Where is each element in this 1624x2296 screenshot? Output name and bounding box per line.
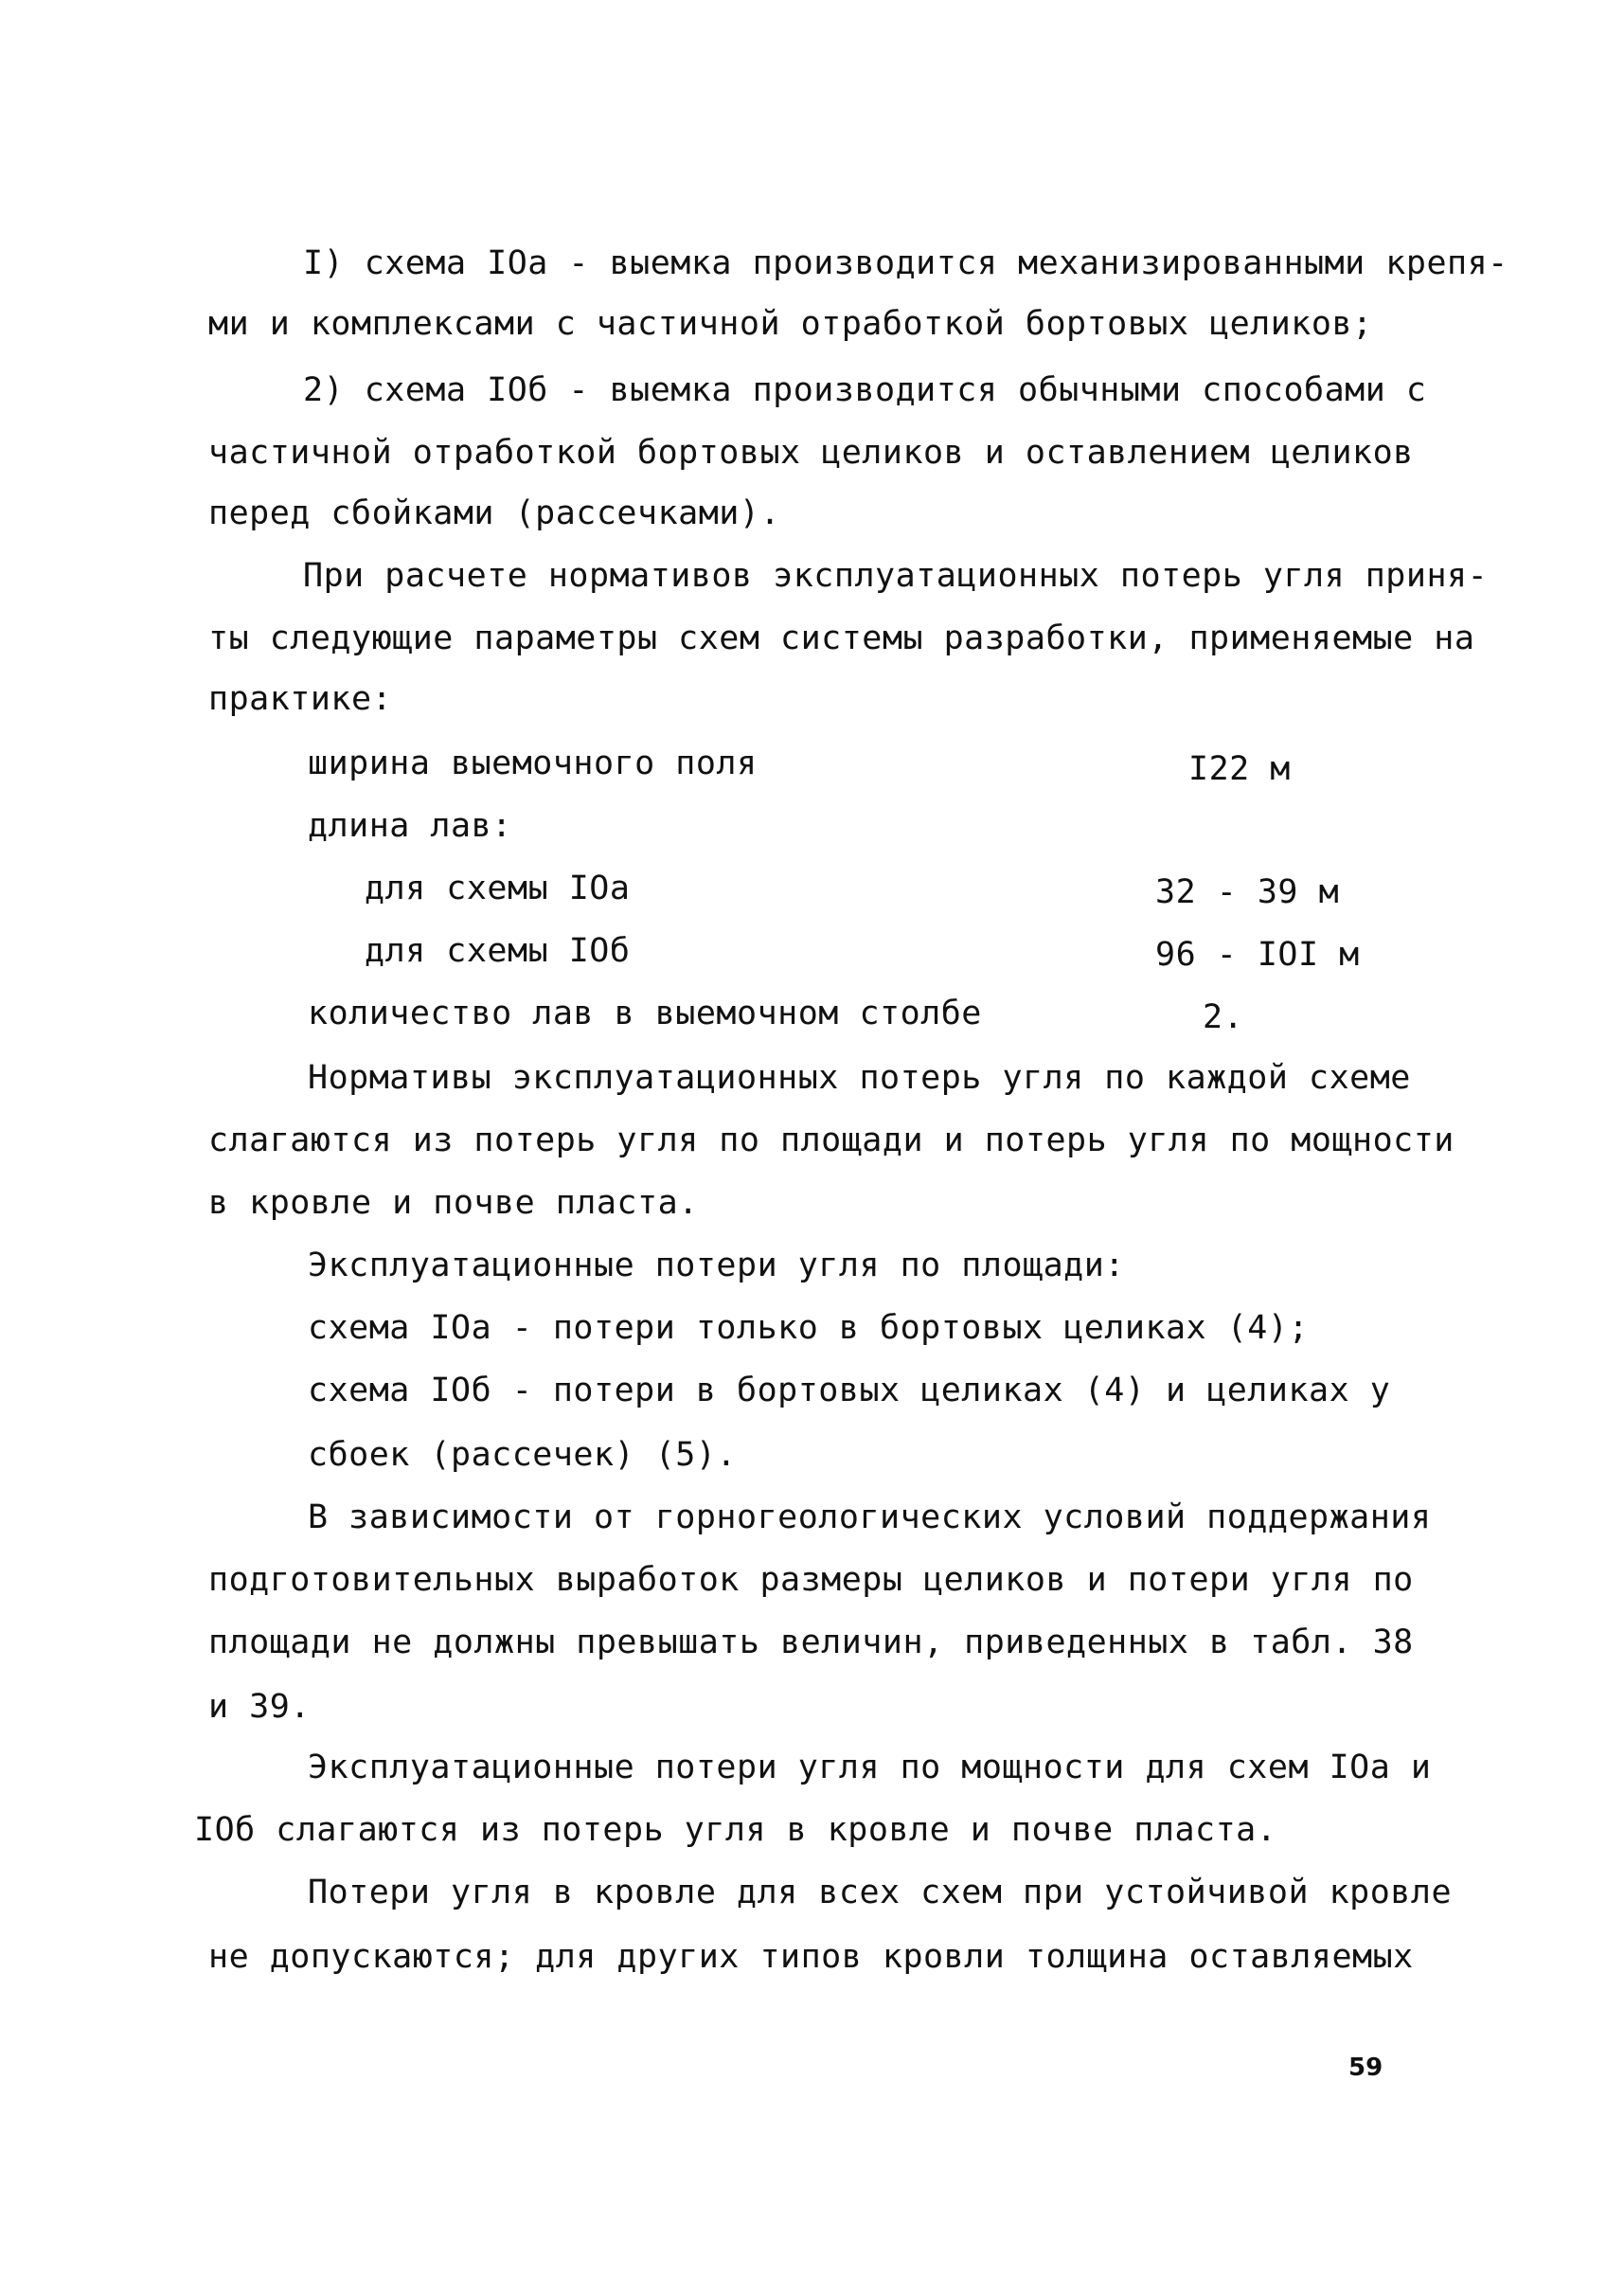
text-line: При расчете нормативов эксплуатационных потерь угля приня- — [303, 557, 1489, 595]
parameter-label: количество лав в выемочном столбе — [308, 995, 982, 1032]
parameter-label: ширина выемочного поля — [308, 744, 758, 782]
text-line: слагаются из потерь угля по площади и потерь угля по мощности — [208, 1121, 1454, 1159]
text-line: ты следующие параметры схем системы разработки, применяемые на — [208, 619, 1475, 657]
parameter-label: для схемы IOa — [365, 870, 631, 907]
text-line: практике: — [208, 680, 393, 718]
parameter-value: I22 м — [1188, 750, 1291, 788]
text-line: 2) схема IOб - выемка производится обычными способами с — [303, 371, 1427, 409]
text-line: Нормативы эксплуатационных потерь угля по каждой схеме — [308, 1059, 1411, 1097]
text-line: частичной отработкой бортовых целиков и оставлением целиков — [208, 434, 1414, 472]
page-number: 59 — [1348, 2054, 1383, 2082]
text-line: площади не должны превышать величин, приведенных в табл. 38 — [208, 1623, 1414, 1661]
parameter-label: для схемы IOб — [365, 932, 631, 970]
parameter-label: длина лав: — [308, 807, 512, 845]
text-line: и 39. — [208, 1688, 311, 1726]
text-line: IOб слагаются из потерь угля в кровле и почве пласта. — [194, 1811, 1277, 1849]
text-line: ми и комплексами с частичной отработкой бортовых целиков; — [208, 305, 1373, 343]
text-line: сбоек (рассечек) (5). — [308, 1436, 738, 1474]
text-line: Эксплуатационные потери угля по мощности для схем IOa и — [308, 1749, 1432, 1786]
text-line: не допускаются; для других типов кровли толщина оставляемых — [208, 1938, 1414, 1976]
text-line: Эксплуатационные потери угля по площади: — [308, 1247, 1125, 1284]
text-line: перед сбойками (рассечками). — [208, 494, 781, 532]
text-line: В зависимости от горногеологических условий поддержания — [308, 1498, 1432, 1536]
text-line: схема IOa - потери только в бортовых целиках (4); — [308, 1309, 1310, 1347]
text-line: схема IOб - потери в бортовых целиках (4) и целиках у — [308, 1372, 1391, 1409]
parameter-value: 2. — [1203, 998, 1244, 1036]
text-line: подготовительных выработок размеры целиков и потери угля по — [208, 1561, 1414, 1599]
parameter-value: 32 - 39 м — [1155, 873, 1340, 911]
text-line: в кровле и почве пласта. — [208, 1184, 699, 1222]
parameter-value: 96 - IOI м — [1155, 936, 1360, 974]
text-line: I) схема IOa - выемка производится механизированными крепя- — [303, 244, 1508, 282]
text-line: Потери угля в кровле для всех схем при устойчивой кровле — [308, 1874, 1453, 1911]
